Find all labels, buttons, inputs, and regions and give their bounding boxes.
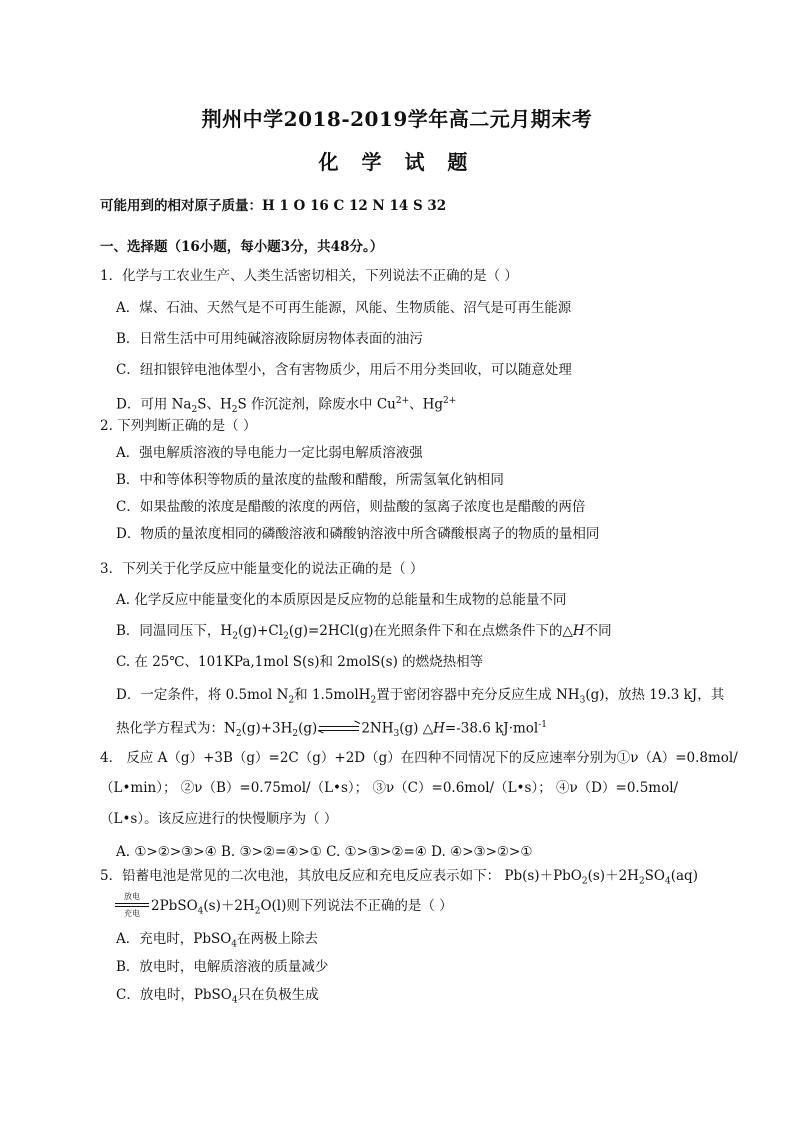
q1-d-text: D．可用 Na	[116, 396, 192, 413]
q1-option-b: B．日常生活中可用纯碱溶液除厨房物体表面的油污	[116, 331, 423, 347]
q3-d-sub: 2	[235, 729, 242, 740]
q1-option-d	[116, 392, 456, 419]
q3-b-sub: 2	[232, 631, 238, 642]
q2-option-a: A．强电解质溶液的导电能力一定比弱电解质溶液强	[116, 445, 423, 461]
q5-sub: 4	[665, 876, 671, 887]
q5-sub: 4	[197, 906, 204, 917]
q1-d-text: S 作沉淀剂，除废水中 Cu	[237, 396, 396, 413]
q5-option-b: B．放电时，电解质溶液的质量减少	[116, 959, 329, 975]
q3-d-sub: 3	[579, 695, 586, 706]
q1-d-sub: 2	[231, 405, 238, 416]
q3-d-text: (g)+3H	[241, 720, 293, 737]
page-title: 荆州中学2018-2019学年高二元月期末考	[201, 107, 593, 131]
q3-b-text: 不同	[584, 623, 612, 639]
q3-d-h: H	[433, 720, 445, 737]
q5-text: 2PbSO	[151, 898, 198, 914]
atomic-mass-line: 可能用到的相对原子质量：H 1 O 16 C 12 N 14 S 32	[100, 198, 447, 214]
q5-text: 5．铅蓄电池是常见的二次电池，其放电反应和充电反应表示如下： Pb(s)＋PbO	[100, 868, 582, 884]
q1-option-a: A．煤、石油、天然气是不可再生能源，风能、生物质能、沼气是可再生能源	[116, 300, 572, 316]
q3-d-text: (g)	[298, 720, 318, 737]
q3-b-text: (g)+Cl	[237, 623, 284, 639]
arrow-label-charge: 充电	[124, 909, 140, 918]
q4-line1: 4． 反应 A（g）+3B（g）=2C（g）+2D（g）在四种不同情况下的反应速率分别为①ν（A）=0.8mol/	[100, 750, 738, 766]
q3-d-sub: 3	[393, 729, 400, 740]
equilibrium-arrow-icon	[319, 724, 359, 734]
q3-d-text: (g)，放热 19.3 kJ，其	[585, 687, 725, 703]
q3-d-sup: -1	[538, 720, 548, 730]
q3-option-d-line1	[116, 686, 724, 710]
q4-options: A. ①>②>③>④ B. ③>②=④>① C. ①>③>②=④ D. ④>③>②>①	[116, 844, 533, 860]
q3-b-text: B．同温同压下，H	[116, 623, 233, 639]
q5-c-text: C．放电时，PbSO	[116, 987, 232, 1003]
q3-b-text: (g)=2HCl(g)在光照条件下和在点燃条件下的△	[288, 623, 573, 639]
q3-option-a: A. 化学反应中能量变化的本质原因是反应物的总能量和生成物的总能量不同	[116, 592, 567, 608]
q5-a-sub: 4	[231, 939, 238, 950]
q5-text: (s)＋2H	[587, 868, 639, 884]
q3-d-text: 热化学方程式为：N	[116, 720, 236, 737]
q3-d-sub: 2	[370, 695, 377, 706]
q5-text: (aq)	[670, 868, 698, 884]
q1-d-sub: 2	[191, 405, 198, 416]
q5-a-text: 在两极上除去	[237, 931, 319, 947]
q1-option-c: C．纽扣银锌电池体型小，含有害物质少，用后不用分类回收，可以随意处理	[116, 362, 572, 378]
q5-line2	[151, 897, 453, 921]
q2-option-d: D．物质的量浓度相同的磷酸溶液和磷酸钠溶液中所含磷酸根离子的物质的量相同	[116, 526, 600, 542]
q3-d-text: D．一定条件，将 0.5mol N	[116, 687, 289, 703]
section-heading: 一、选择题（16小题，每小题3分，共48分。）	[100, 239, 384, 255]
q3-option-b	[116, 622, 612, 646]
q2-option-c: C．如果盐酸的浓度是醋酸的浓度的两倍，则盐酸的氢离子浓度也是醋酸的两倍	[116, 499, 586, 515]
q5-text: O(l)则下列说法不正确的是（ ）	[260, 898, 453, 914]
q1-d-text: S、H	[197, 396, 232, 413]
q5-text: (s)＋2H	[203, 898, 255, 914]
q1-stem: 1．化学与工农业生产、人类生活密切相关，下列说法不正确的是（ ）	[100, 268, 518, 284]
q3-d-text: 2NH	[361, 720, 394, 737]
q3-d-sub: 2	[292, 729, 299, 740]
q5-sub: 2	[581, 876, 588, 887]
q1-d-sup: 2+	[443, 396, 457, 406]
q3-option-c: C. 在 25℃、101KPa,1mol S(s)和 2molS(s) 的燃烧热相等	[116, 654, 484, 670]
reversible-arrow-icon	[114, 892, 150, 920]
q3-d-sub: 2	[288, 695, 295, 706]
q5-sub: 2	[638, 876, 645, 887]
q3-d-text: =-38.6 kJ·mol	[444, 720, 539, 737]
q4-line3: （L•s）。该反应进行的快慢顺序为（ ）	[100, 811, 338, 827]
q2-stem: 2. 下列判断正确的是（ ）	[100, 418, 257, 434]
q3-d-text: 和 1.5molH	[294, 687, 371, 703]
q5-sub: 2	[254, 906, 261, 917]
q3-d-text: 置于密闭容器中充分反应生成 NH	[376, 687, 580, 703]
q1-d-sup: 2+	[395, 396, 410, 406]
q4-line2: （L•min）； ②ν（B）=0.75mol/（L•s）； ③ν（C）=0.6mol/（L•s）； ④ν（D）=0.5mol/	[100, 780, 679, 796]
q5-a-text: A．充电时，PbSO	[116, 931, 232, 947]
q5-option-c	[116, 986, 319, 1010]
q3-option-d-line2	[116, 716, 547, 743]
q5-option-a	[116, 930, 318, 954]
q5-c-sub: 4	[231, 995, 238, 1006]
q3-b-sub: 2	[283, 631, 289, 642]
q3-b-h: H	[572, 623, 585, 639]
page-subtitle: 化 学 试 题	[318, 150, 476, 174]
arrow-label-discharge: 放电	[124, 892, 140, 901]
q5-text: SO	[644, 868, 665, 884]
q3-stem: 3．下列关于化学反应中能量变化的说法正确的是（ ）	[100, 561, 424, 577]
q5-line1	[100, 867, 698, 891]
q2-option-b: B．中和等体积等物质的量浓度的盐酸和醋酸，所需氢氧化钠相同	[116, 472, 504, 488]
q3-d-text: (g) △	[399, 720, 434, 737]
q1-d-text: 、Hg	[409, 396, 444, 413]
q5-c-text: 只在负极生成	[237, 987, 319, 1003]
